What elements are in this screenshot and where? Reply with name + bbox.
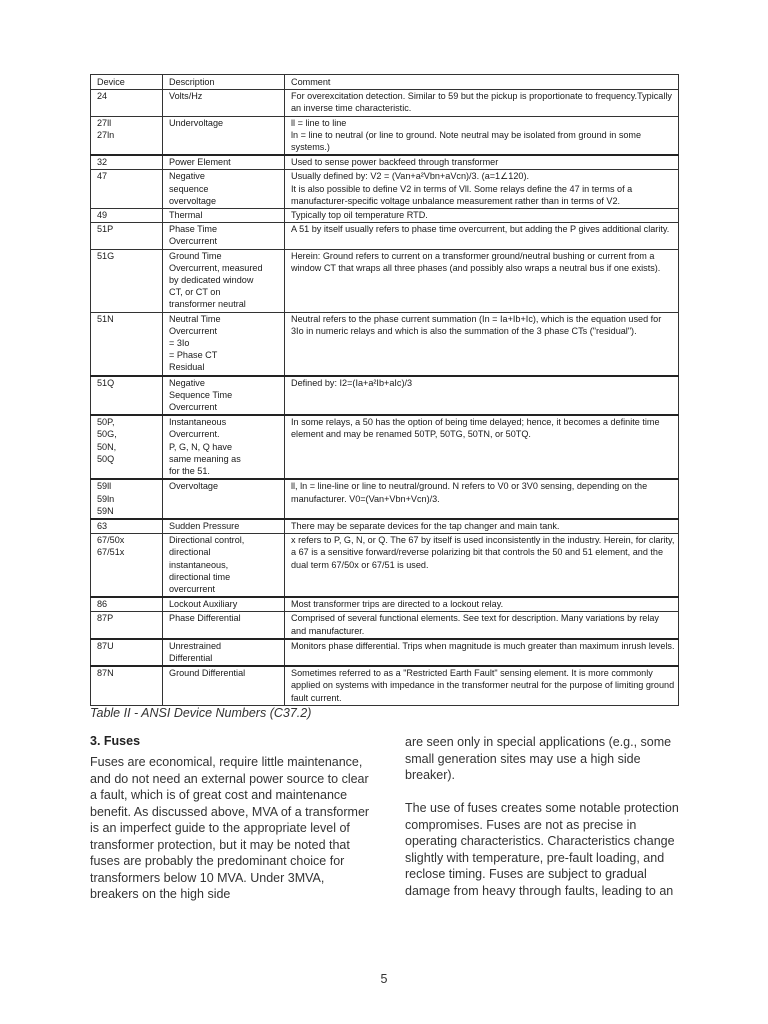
table-row xyxy=(91,534,679,598)
comment-cell: A 51 by itself usually refers to phase time overcurrent, but adding the P gives additional clarity. xyxy=(285,223,679,249)
device-cell: 49 xyxy=(91,209,163,223)
header-description: Description xyxy=(163,75,285,90)
table-row xyxy=(91,170,679,209)
header-device: Device xyxy=(91,75,163,90)
comment-cell: Usually defined by: V2 = (Van+a²Vbn+aVcn)/3. (a=1∠120). It is also possible to define V2 in terms of Vll. Some relays define the 47 in terms of a manufacturer-specific voltage unbalance measurement rather than in terms of V2. xyxy=(285,170,679,209)
description-cell: Power Element xyxy=(163,155,285,170)
comment-cell: Used to sense power backfeed through transformer xyxy=(285,155,679,170)
comment-cell: Defined by: I2=(Ia+a²Ib+aIc)/3 xyxy=(285,376,679,416)
table-row xyxy=(91,519,679,534)
description-cell: Negative sequence overvoltage xyxy=(163,170,285,209)
description-cell: Phase Time Overcurrent xyxy=(163,223,285,249)
device-cell: 87N xyxy=(91,666,163,705)
comment-cell: For overexcitation detection. Similar to 59 but the pickup is proportionate to frequency.Typically an inverse time characteristic. xyxy=(285,90,679,116)
device-cell: 50P, 50G, 50N, 50Q xyxy=(91,415,163,479)
comment-cell: ll = line to line ln = line to neutral (or line to ground. Note neutral may be isolated from ground in some systems.) xyxy=(285,116,679,155)
table-row xyxy=(91,597,679,612)
description-cell: Ground Time Overcurrent, measured by dedicated window CT, or CT on transformer neutral xyxy=(163,249,285,312)
comment-cell: Herein: Ground refers to current on a transformer ground/neutral bushing or current from a window CT that wraps all three phases (and possibly also wraps a neutral bus if one exists). xyxy=(285,249,679,312)
device-cell: 51P xyxy=(91,223,163,249)
table-row xyxy=(91,155,679,170)
ansi-device-table xyxy=(90,74,679,706)
device-cell: 67/50x 67/51x xyxy=(91,534,163,598)
comment-cell: Most transformer trips are directed to a lockout relay. xyxy=(285,597,679,612)
table-row xyxy=(91,639,679,666)
page-number: 5 xyxy=(380,972,388,986)
description-cell: Overvoltage xyxy=(163,479,285,519)
device-cell: 51Q xyxy=(91,376,163,416)
table-row xyxy=(91,479,679,519)
device-cell: 47 xyxy=(91,170,163,209)
body-text-right-column xyxy=(405,734,680,916)
device-cell: 87U xyxy=(91,639,163,666)
table-row xyxy=(91,376,679,416)
description-cell: Thermal xyxy=(163,209,285,223)
table-row xyxy=(91,223,679,249)
comment-cell: Sometimes referred to as a "Restricted Earth Fault" sensing element. It is more commonly applied on systems with impedance in the transformer neutral for the purpose of limiting ground fault current. xyxy=(285,666,679,705)
description-cell: Negative Sequence Time Overcurrent xyxy=(163,376,285,416)
comment-cell: Monitors phase differential. Trips when magnitude is much greater than maximum inrush levels. xyxy=(285,639,679,666)
comment-cell: There may be separate devices for the tap changer and main tank. xyxy=(285,519,679,534)
description-cell: Directional control, directional instantaneous, directional time overcurrent xyxy=(163,534,285,598)
comment-cell: ll, ln = line-line or line to neutral/ground. N refers to V0 or 3V0 sensing, depending on the manufacturer. V0=(Van+Vbn+Vcn)/3. xyxy=(285,479,679,519)
comment-cell: Neutral refers to the phase current summation (In = Ia+Ib+Ic), which is the equation used for 3Io in numeric relays and which is also the summation of the 3 phase CTs ("residual"). xyxy=(285,312,679,376)
table-row xyxy=(91,116,679,155)
table-row xyxy=(91,312,679,376)
device-cell: 63 xyxy=(91,519,163,534)
table-caption: Table II - ANSI Device Numbers (C37.2) xyxy=(90,706,312,720)
body-paragraph: are seen only in special applications (e.g., some small generation sites may use a high side breaker). xyxy=(405,735,672,782)
description-cell: Volts/Hz xyxy=(163,90,285,116)
description-cell: Undervoltage xyxy=(163,116,285,155)
device-cell: 32 xyxy=(91,155,163,170)
device-cell: 51N xyxy=(91,312,163,376)
description-cell: Instantaneous Overcurrent. P, G, N, Q have same meaning as for the 51. xyxy=(163,415,285,479)
comment-cell: x refers to P, G, N, or Q. The 67 by itself is used inconsistently in the industry. Herein, for clarity, a 67 is a sensitive forward/reverse polarizing bit that controls the 50 and 51 element, and the dual term 67/50x or 67/51 is used. xyxy=(285,534,679,598)
description-cell: Phase Differential xyxy=(163,612,285,639)
comment-cell: In some relays, a 50 has the option of being time delayed; hence, it becomes a definite time element and may be renamed 50TP, 50TG, 50TN, or 50TQ. xyxy=(285,415,679,479)
header-comment: Comment xyxy=(285,75,679,90)
device-cell: 59ll 59ln 59N xyxy=(91,479,163,519)
device-cell: 86 xyxy=(91,597,163,612)
comment-cell: Typically top oil temperature RTD. xyxy=(285,209,679,223)
device-cell: 24 xyxy=(91,90,163,116)
table-row xyxy=(91,612,679,639)
description-cell: Unrestrained Differential xyxy=(163,639,285,666)
description-cell: Neutral Time Overcurrent = 3Io = Phase CT Residual xyxy=(163,312,285,376)
body-paragraph: The use of fuses creates some notable protection compromises. Fuses are not as precise in operating characteristics. Characteristics change slightly with temperature, pre-fault loading, and reclose timing. Fuses are subject to gradual damage from heavy through faults, leading to an xyxy=(405,801,679,898)
table-row xyxy=(91,209,679,223)
table-row xyxy=(91,249,679,312)
comment-cell: Comprised of several functional elements. See text for description. Many variations by relay and manufacturer. xyxy=(285,612,679,639)
device-cell: 51G xyxy=(91,249,163,312)
body-text-left-column: Fuses are economical, require little maintenance, and do not need an external power source to clear a fault, which is of great cost and maintenance benefit. As discussed above, MVA of a transformer is an imperfect guide to the appropriate level of transformer protection, but it may be noted that fuses are probably the predominant choice for transformers below 10 MVA. Under 3MVA, breakers on the high side xyxy=(90,755,370,901)
table-row xyxy=(91,90,679,116)
section-heading: 3. Fuses xyxy=(90,734,141,748)
device-cell: 27ll 27ln xyxy=(91,116,163,155)
description-cell: Ground Differential xyxy=(163,666,285,705)
description-cell: Lockout Auxiliary xyxy=(163,597,285,612)
table-row xyxy=(91,666,679,705)
description-cell: Sudden Pressure xyxy=(163,519,285,534)
table-header-row xyxy=(91,75,679,90)
device-cell: 87P xyxy=(91,612,163,639)
table-row xyxy=(91,415,679,479)
